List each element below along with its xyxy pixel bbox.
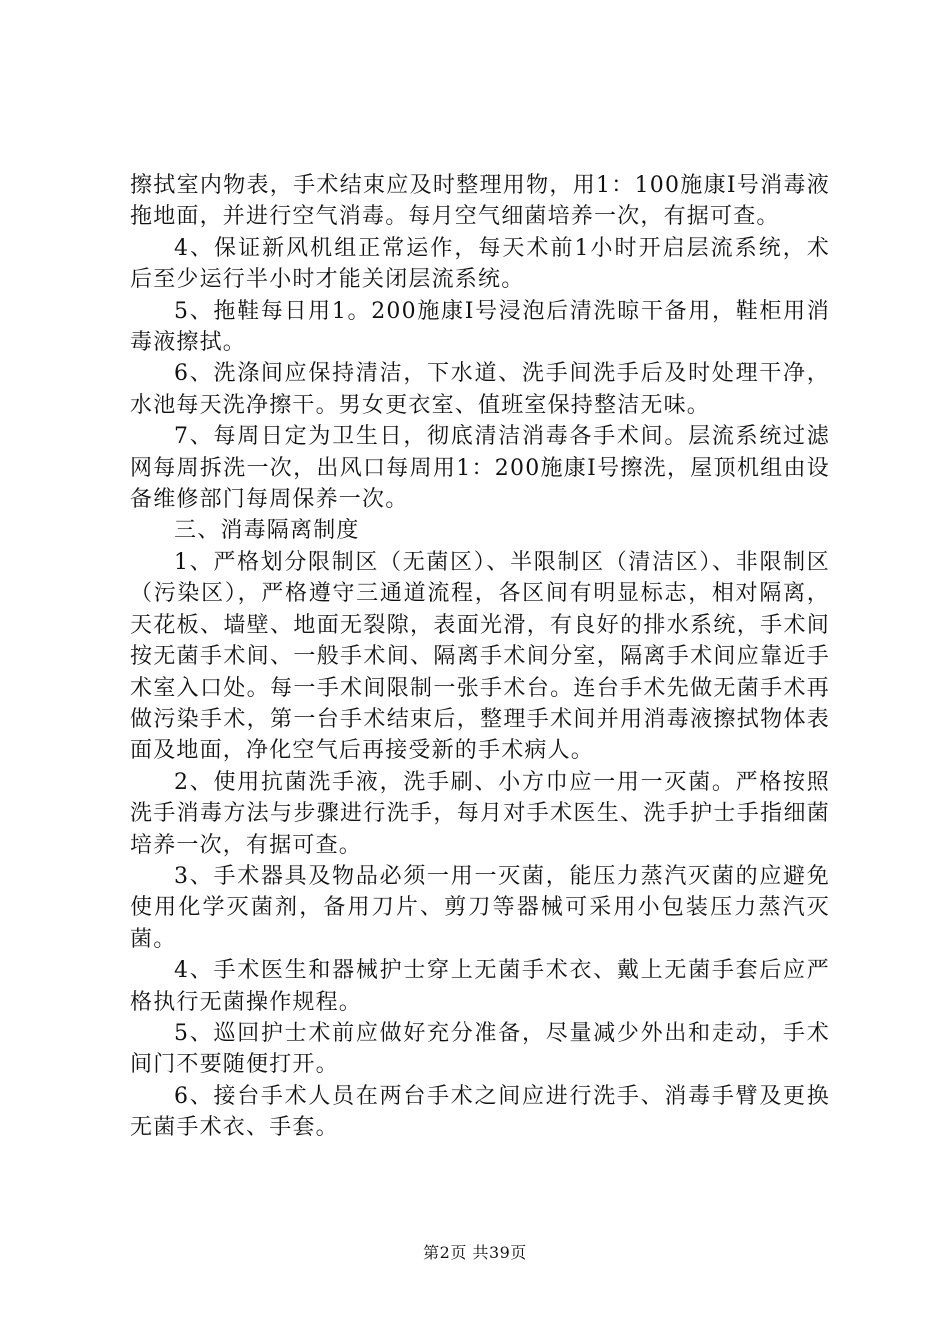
paragraph-item-5-slippers: 5、拖鞋每日用1。200施康Ⅰ号浸泡后清洗晾干备用，鞋柜用消毒液擦拭。 [130, 298, 830, 356]
paragraph-item-6-consecutive-surgery: 6、接台手术人员在两台手术之间应进行洗手、消毒手臂及更换无菌手术衣、手套。 [130, 1083, 830, 1141]
paragraph-item-3-instruments: 3、手术器具及物品必须一用一灭菌，能压力蒸汽灭菌的应避免使用化学灭菌剂，备用刀片、剪刀等器械可采用小包装压力蒸汽灭菌。 [130, 863, 830, 952]
paragraph-item-4-aseptic: 4、手术医生和器械护士穿上无菌手术衣、戴上无菌手套后应严格执行无菌操作规程。 [130, 958, 830, 1015]
paragraph-item-5-circulating-nurse: 5、巡回护士术前应做好充分准备，尽量减少外出和走动，手术间门不要随便打开。 [130, 1020, 830, 1078]
document-body [130, 170, 830, 1144]
page-footer: 第2页 共39页 [423, 1243, 527, 1262]
paragraph-item-2-handwash: 2、使用抗菌洗手液，洗手刷、小方巾应一用一灭菌。严格按照洗手消毒方法与步骤进行洗手，每月对手术医生、洗手护士手指细菌培养一次，有据可查。 [130, 769, 830, 858]
section-heading: 三、消毒隔离制度 [174, 518, 360, 544]
paragraph-item-7-sanitation-day: 7、每周日定为卫生日，彻底清洁消毒各手术间。层流系统过滤网每周拆洗一次，出风口每周用1：200施康Ⅰ号擦洗，屋顶机组由设备维修部门每周保养一次。 [130, 424, 830, 513]
paragraph-item-6-washroom: 6、洗涤间应保持清洁，下水道、洗手间洗手后及时处理干净，水池每天洗净擦干。男女更衣室、值班室保持整洁无味。 [130, 361, 830, 418]
paragraph-continuation: 擦拭室内物表，手术结束应及时整理用物，用1：100施康Ⅰ号消毒液拖地面，并进行空气消毒。每月空气细菌培养一次，有据可查。 [130, 173, 830, 230]
paragraph-item-1-zones: 1、严格划分限制区（无菌区）、半限制区（清洁区）、非限制区（污染区），严格遵守三通道流程，各区间有明显标志，相对隔离，天花板、墙壁、地面无裂隙，表面光滑，有良好的排水系统，手术间按无菌手术间、一般手术间、隔离手术间分室，隔离手术间应靠近手术室入口处。每一手术间限制一张手术台。连台手术先做无菌手术再做污染手术，第一台手术结束后，整理手术间并用消毒液擦拭物体表面及地面，净化空气后再接受新的手术病人。 [130, 549, 830, 764]
paragraph-item-4-fresh-air: 4、保证新风机组正常运作，每天术前1小时开启层流系统，术后至少运行半小时才能关闭层流系统。 [130, 235, 830, 293]
